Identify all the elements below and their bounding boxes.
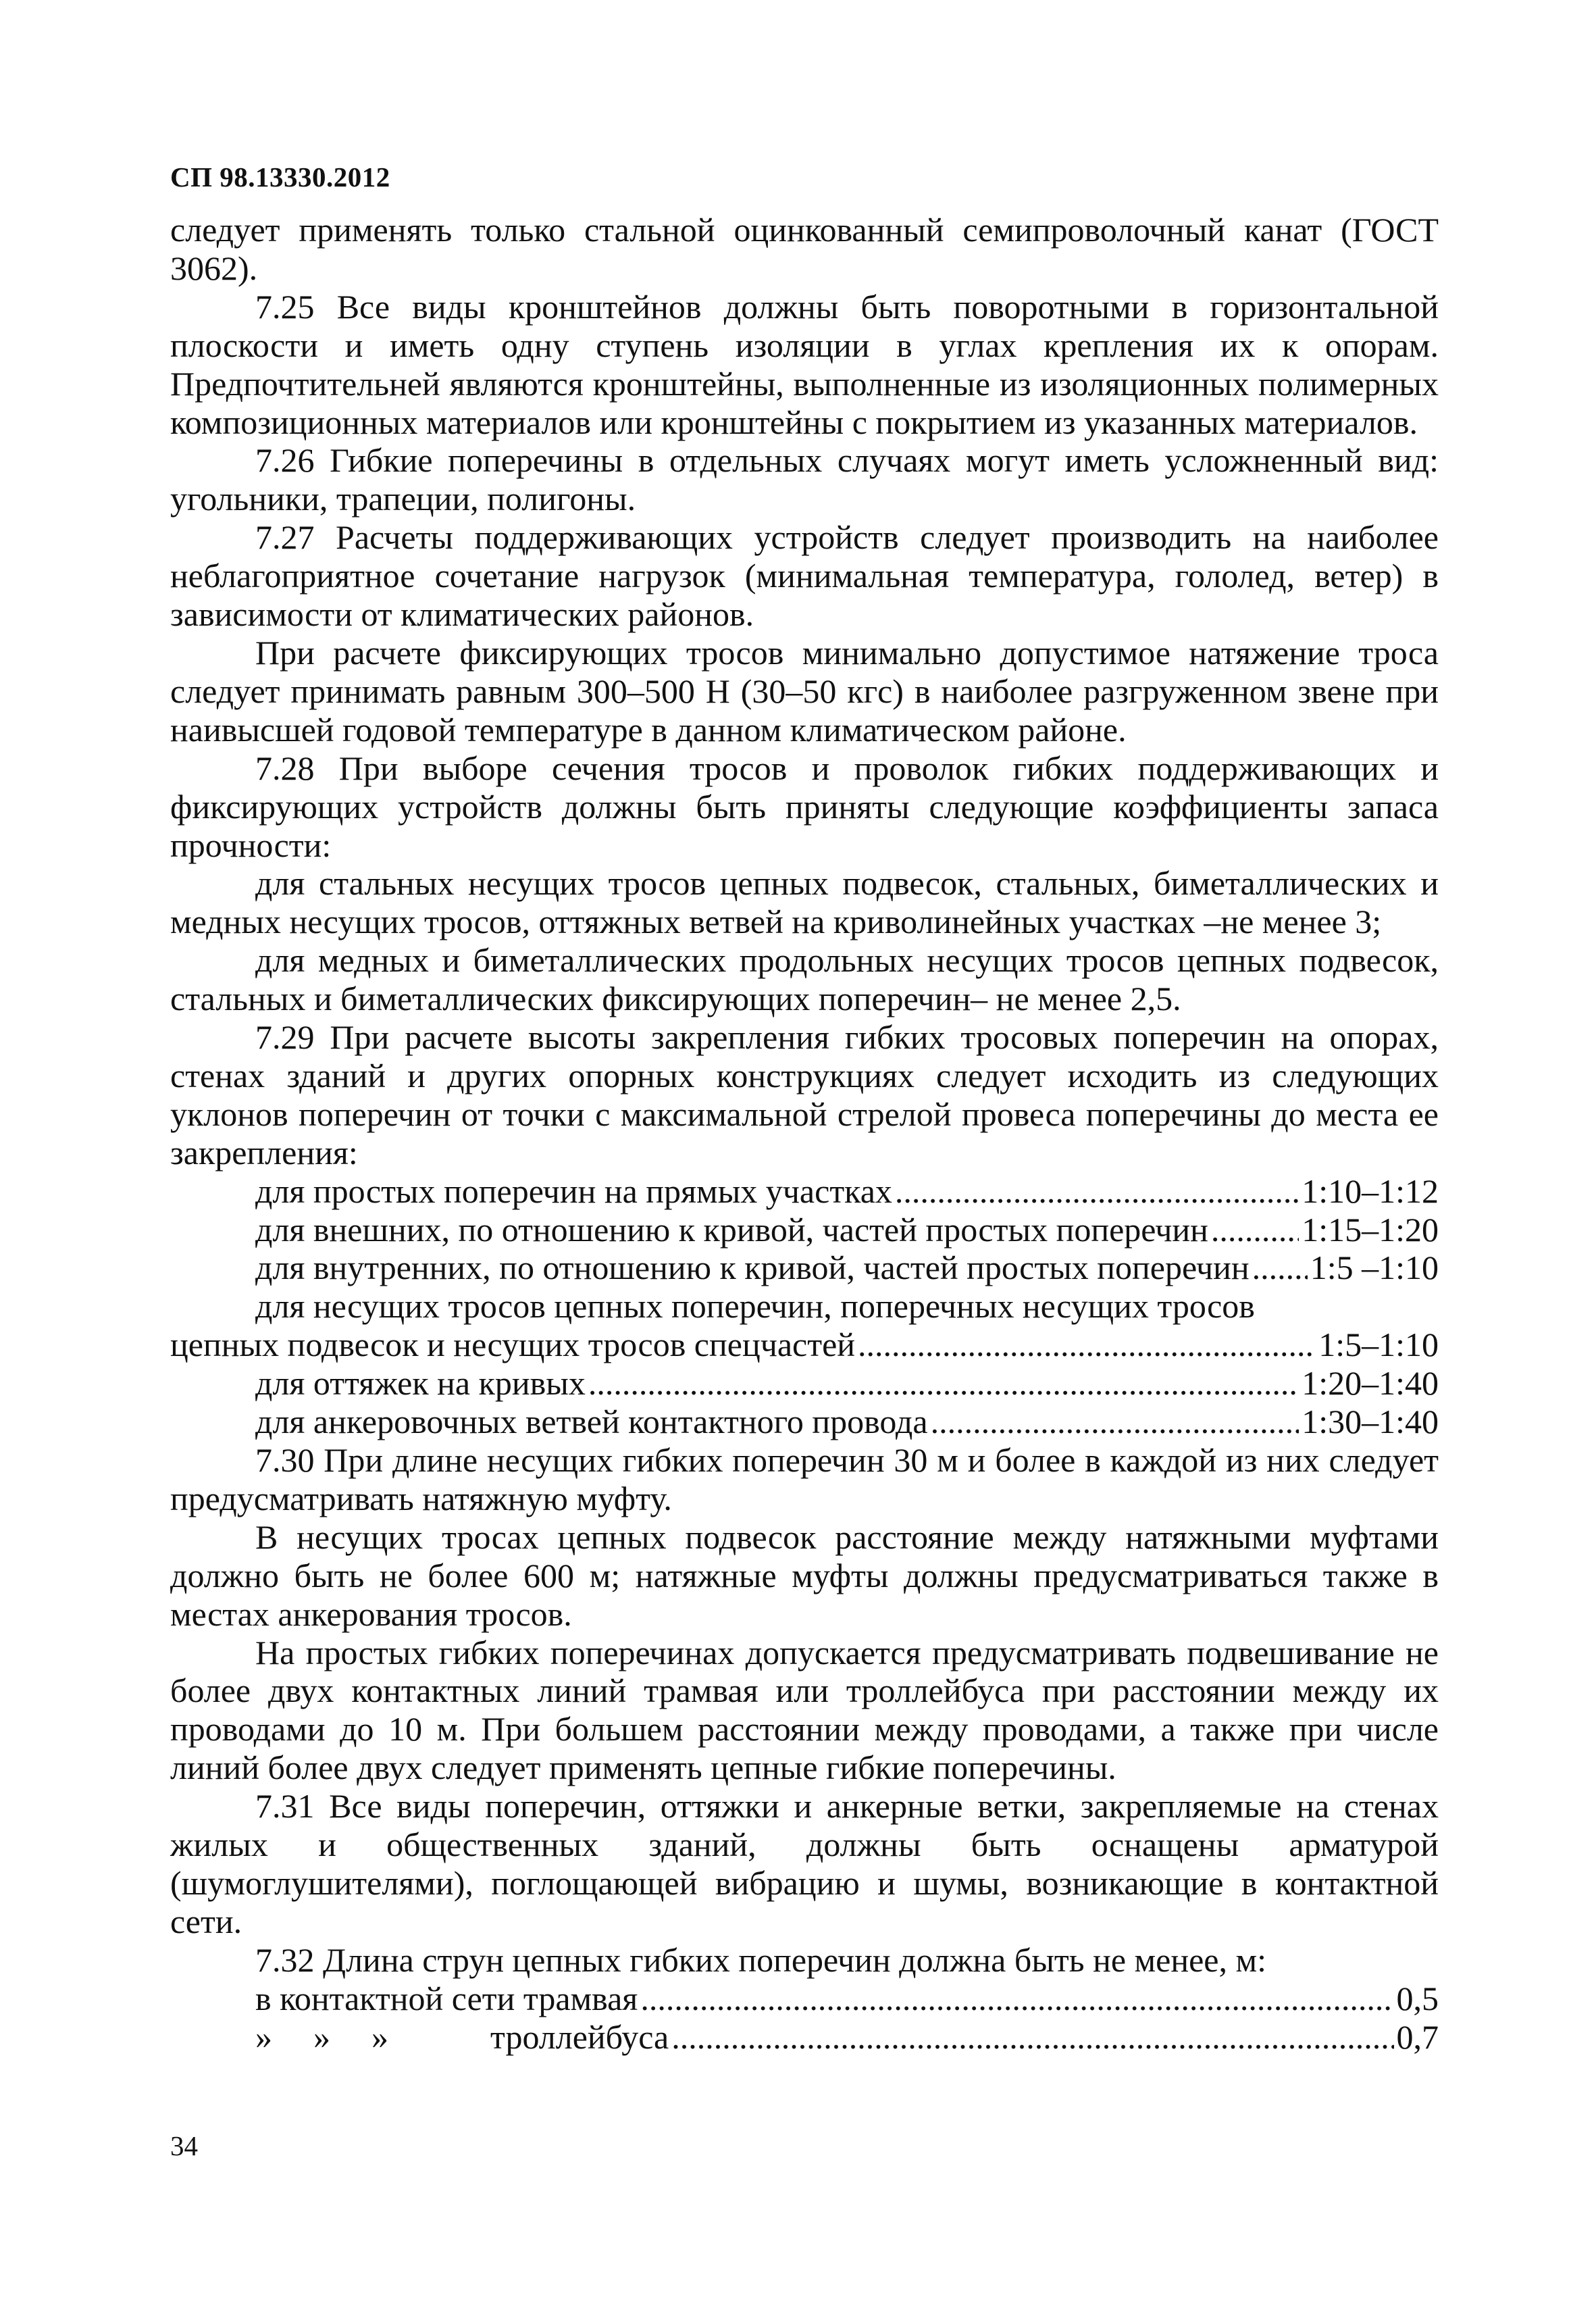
- page-number: 34: [170, 2130, 198, 2161]
- paragraph-7-30: 7.30 При длине несущих гибких поперечин 30 м и более в каждой из них следует предусматривать натяжную муфту.: [170, 1441, 1439, 1517]
- dot-leader: [1252, 1249, 1308, 1287]
- string-length-row: [170, 1980, 1439, 2018]
- paragraph-7-25: 7.25 Все виды кронштейнов должны быть поворотными в горизонтальной плоскости и иметь одну ступень изоляции в углах крепления их к опорам. Предпочтительней являются кронштейны, выполненные из изоляционных полимерных композиционных материалов или кронштейны с покрытием из указанных материалов.: [170, 287, 1439, 441]
- paragraph-copper-cables-factor: для медных и биметаллических продольных несущих тросов цепных подвесок, стальных и биметаллических фиксирующих поперечин– не менее 2,5.: [170, 941, 1439, 1018]
- slope-row: [170, 1403, 1439, 1441]
- slope-label: цепных подвесок и несущих тросов спецчастей: [170, 1326, 856, 1364]
- slope-value: 1:15–1:20: [1302, 1210, 1439, 1249]
- paragraph-7-26: 7.26 Гибкие поперечины в отдельных случаях могут иметь усложненный вид: угольники, трапеции, полигоны.: [170, 441, 1439, 518]
- paragraph-7-28: 7.28 При выборе сечения тросов и проволок гибких поддерживающих и фиксирующих устройств должны быть приняты следующие коэффициенты запаса прочности:: [170, 749, 1439, 864]
- slope-label: для внешних, по отношению к кривой, частей простых поперечин: [255, 1210, 1208, 1249]
- paragraph-7-29: 7.29 При расчете высоты закрепления гибких тросовых поперечин на опорах, стенах зданий и других опорных конструкциях следует исходить из следующих уклонов поперечин от точки с максимальной стрелой провеса поперечины до места ее закрепления:: [170, 1018, 1439, 1172]
- ditto-mark: »: [255, 2017, 272, 2056]
- paragraph-continuation: следует применять только стальной оцинкованный семипроволочный канат (ГОСТ 3062).: [170, 211, 1439, 287]
- string-length-value: 0,7: [1396, 2017, 1439, 2056]
- slope-row: [170, 1249, 1439, 1287]
- slope-label: для анкеровочных ветвей контактного провода: [255, 1403, 928, 1441]
- dot-leader: [671, 2018, 1393, 2057]
- slope-value: 1:5–1:10: [1318, 1326, 1439, 1364]
- slope-label: для простых поперечин на прямых участках: [255, 1172, 892, 1210]
- string-length-label: в контактной сети трамвая: [255, 1979, 638, 2017]
- slope-value: 1:20–1:40: [1302, 1364, 1439, 1403]
- paragraph-tension-couplings: В несущих тросах цепных подвесок расстояние между натяжными муфтами должно быть не более 600 м; натяжные муфты должны предусматриваться также в местах анкерования тросов.: [170, 1517, 1439, 1633]
- dot-leader: [588, 1364, 1299, 1403]
- paragraph-cable-tension: При расчете фиксирующих тросов минимально допустимое натяжение троса следует принимать равным 300–500 Н (30–50 кгс) в наиболее разгруженном звене при наивысшей годовой температуре в данном климатическом районе.: [170, 633, 1439, 749]
- slope-label: для оттяжек на кривых: [255, 1364, 586, 1403]
- slope-row: [170, 1364, 1439, 1403]
- paragraph-7-32: 7.32 Длина струн цепных гибких поперечин должна быть не менее, м:: [255, 1940, 1267, 1979]
- paragraph-steel-cables-factor: для стальных несущих тросов цепных подвесок, стальных, биметаллических и медных несущих тросов, оттяжных ветвей на криволинейных участках –не менее 3;: [170, 864, 1439, 941]
- ditto-mark: »: [371, 2017, 388, 2056]
- slope-row: [170, 1211, 1439, 1249]
- string-length-label-ditto: [255, 2018, 669, 2057]
- document-body: [170, 211, 1439, 2057]
- dot-leader: [640, 1980, 1393, 2018]
- paragraph-7-27: 7.27 Расчеты поддерживающих устройств следует производить на наиболее неблагоприятное сочетание нагрузок (минимальная температура, гололед, ветер) в зависимости от климатических районов.: [170, 518, 1439, 634]
- string-length-label: троллейбуса: [490, 2017, 669, 2056]
- dot-leader: [858, 1326, 1316, 1364]
- document-code-header: СП 98.13330.2012: [170, 161, 390, 193]
- slope-value: 1:30–1:40: [1302, 1403, 1439, 1441]
- dot-leader: [1211, 1211, 1299, 1249]
- dot-leader: [895, 1172, 1299, 1211]
- slope-value: 1:10–1:12: [1302, 1172, 1439, 1210]
- paragraph-7-31: 7.31 Все виды поперечин, оттяжки и анкерные ветки, закрепляемые на стенах жилых и общественных зданий, должны быть оснащены арматурой (шумоглушителями), поглощающей вибрацию и шумы, возникающие в контактной сети.: [170, 1787, 1439, 1940]
- dot-leader: [931, 1403, 1299, 1441]
- slope-label-line1: для несущих тросов цепных поперечин, поперечных несущих тросов: [255, 1287, 1255, 1326]
- ditto-mark: »: [313, 2017, 330, 2056]
- string-length-row: [170, 2018, 1439, 2057]
- string-length-value: 0,5: [1396, 1979, 1439, 2017]
- slope-row: [170, 1326, 1439, 1364]
- paragraph-simple-crossspans: На простых гибких поперечинах допускается предусматривать подвешивание не более двух контактных линий трамвая или троллейбуса при расстоянии между их проводами до 10 м. При большем расстоянии между проводами, а также при числе линий более двух следует применять цепные гибкие поперечины.: [170, 1633, 1439, 1787]
- slope-row: [170, 1172, 1439, 1211]
- slope-label: для внутренних, по отношению к кривой, частей простых поперечин: [255, 1249, 1250, 1287]
- slope-value: 1:5 –1:10: [1310, 1249, 1439, 1287]
